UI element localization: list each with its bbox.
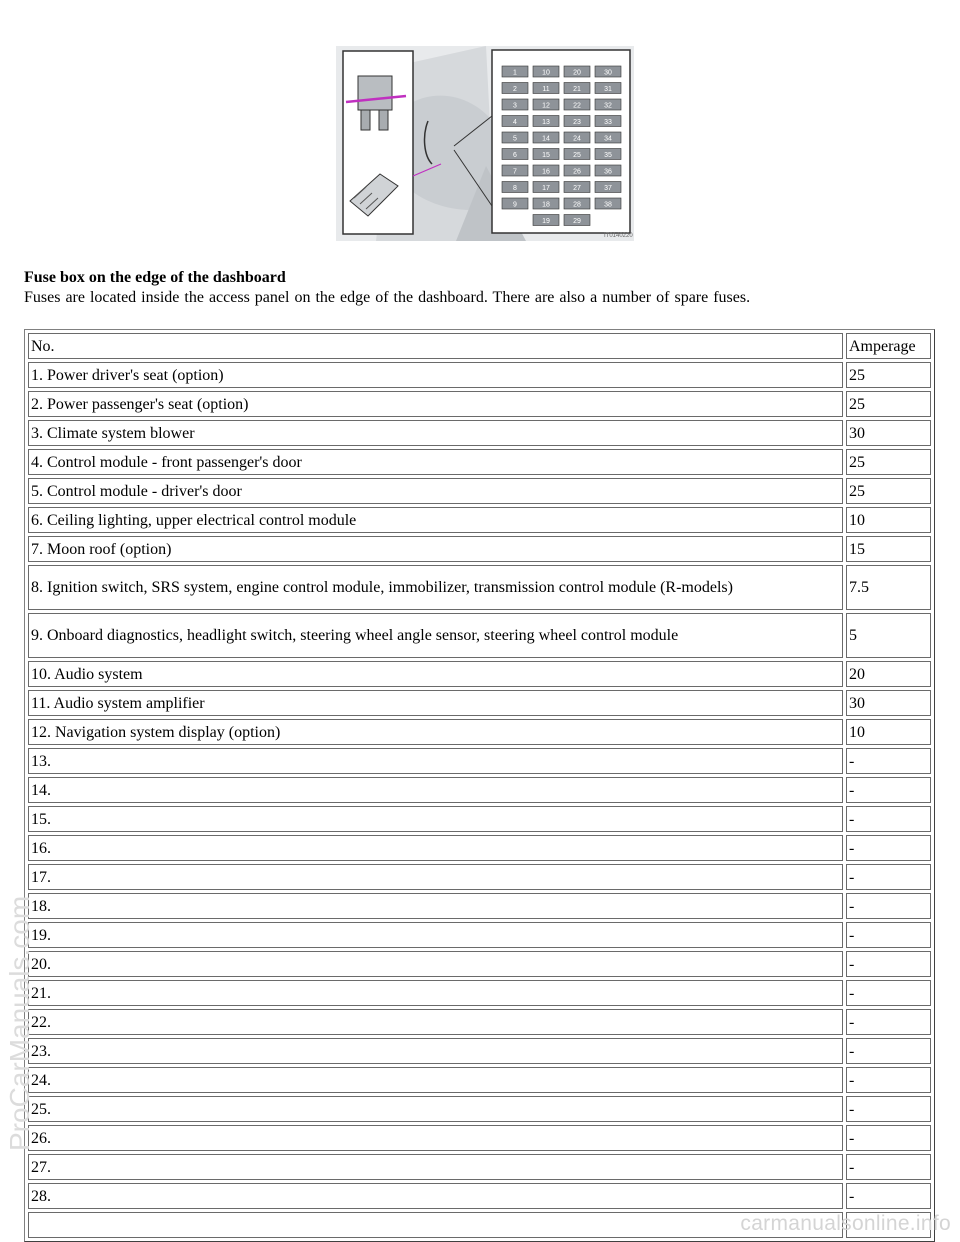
fuse-amperage: 25 xyxy=(846,391,931,417)
fuse-slot xyxy=(533,149,559,160)
table-row xyxy=(28,690,931,716)
fuse-description: 3. Climate system blower xyxy=(28,420,843,446)
fuse-amperage: - xyxy=(846,922,931,948)
fuse-slot-label: 11 xyxy=(542,86,550,93)
fuse-amperage: 20 xyxy=(846,661,931,687)
fuse-slot xyxy=(595,83,621,94)
fuse-slot-label: 15 xyxy=(542,152,550,159)
fuse-slot-label: 22 xyxy=(573,102,581,110)
table-row xyxy=(28,507,931,533)
table-row xyxy=(28,1096,931,1122)
fuse-slot xyxy=(533,83,559,94)
fuse-slot xyxy=(502,198,528,209)
fuse-slot-label: 34 xyxy=(604,135,612,143)
fuse-amperage: - xyxy=(846,835,931,861)
fuse-amperage: 7.5 xyxy=(846,565,931,610)
fuse-amperage: - xyxy=(846,1009,931,1035)
fuse-description: 26. xyxy=(28,1125,843,1151)
fuse-slot xyxy=(533,198,559,209)
fuse-amperage: - xyxy=(846,1125,931,1151)
side-watermark: ProCarManuals.com xyxy=(4,895,35,1151)
fuse-slot-label: 36 xyxy=(604,168,612,176)
fuse-description: 2. Power passenger's seat (option) xyxy=(28,391,843,417)
fuse-slot-label: 4 xyxy=(513,119,517,126)
fuse-box-illustration xyxy=(336,46,634,241)
fuse-slot xyxy=(502,165,528,176)
fuse-amperage: - xyxy=(846,806,931,832)
fuse-slot-label: 27 xyxy=(573,185,581,192)
fuse-amperage: - xyxy=(846,1154,931,1180)
fuse-slot-label: 8 xyxy=(513,185,517,192)
fuse-slot-label: 6 xyxy=(513,152,517,159)
fuse-amperage: 10 xyxy=(846,507,931,533)
fuse-slot xyxy=(502,83,528,94)
table-row xyxy=(28,893,931,919)
fuse-amperage: 15 xyxy=(846,536,931,562)
fuse-slot-label: 25 xyxy=(573,152,581,159)
fuse-slot-label: 5 xyxy=(513,135,517,143)
table-row xyxy=(28,922,931,948)
fuse-slot xyxy=(502,182,528,193)
fuse-description: 21. xyxy=(28,980,843,1006)
fuse-slot-label: 3 xyxy=(513,102,517,110)
fuse-slot xyxy=(595,182,621,193)
fuse-description: 4. Control module - front passenger's door xyxy=(28,449,843,475)
fuse-description: 10. Audio system xyxy=(28,661,843,687)
fuse-slot xyxy=(502,116,528,127)
table-row xyxy=(28,1154,931,1180)
fuse-slot xyxy=(502,66,528,77)
fuse-amperage: - xyxy=(846,1183,931,1209)
fuse-description: 16. xyxy=(28,835,843,861)
fuse-slot-label: 21 xyxy=(573,86,581,93)
fuse-description xyxy=(28,1212,843,1238)
fuse-slot-label: 2 xyxy=(513,86,517,93)
fuse-description: 20. xyxy=(28,951,843,977)
table-row xyxy=(28,980,931,1006)
table-row xyxy=(28,806,931,832)
fuse-amperage: - xyxy=(846,864,931,890)
fuse-slot xyxy=(595,66,621,77)
fuse-slot xyxy=(533,116,559,127)
fuse-amperage: 25 xyxy=(846,362,931,388)
fuse-slot xyxy=(564,83,590,94)
fuse-amperage: - xyxy=(846,748,931,774)
fuse-description: 17. xyxy=(28,864,843,890)
fuse-description: 6. Ceiling lighting, upper electrical control module xyxy=(28,507,843,533)
fuse-description: 23. xyxy=(28,1038,843,1064)
fuse-slot-label: 10 xyxy=(542,69,550,77)
fuse-slot-label: 17 xyxy=(542,185,550,192)
fuse-slot-label: 28 xyxy=(573,201,581,209)
fuse-slot xyxy=(564,99,590,110)
fuse-slot xyxy=(533,66,559,77)
fuse-amperage: - xyxy=(846,1096,931,1122)
table-row xyxy=(28,661,931,687)
table-row xyxy=(28,864,931,890)
table-row xyxy=(28,449,931,475)
table-row xyxy=(28,951,931,977)
fuse-slot xyxy=(564,215,590,226)
fuse-amperage: 5 xyxy=(846,613,931,658)
table-row xyxy=(28,1009,931,1035)
fuse-slot-label: 24 xyxy=(573,135,581,143)
fuse-description: 9. Onboard diagnostics, headlight switch, steering wheel angle sensor, steering wheel control module xyxy=(28,613,843,658)
fuse-description: 22. xyxy=(28,1009,843,1035)
fuse-description: 14. xyxy=(28,777,843,803)
fuse-amperage: - xyxy=(846,1038,931,1064)
table-row xyxy=(28,1038,931,1064)
fuse-slot-label: 9 xyxy=(513,201,517,209)
table-row xyxy=(28,420,931,446)
table-row xyxy=(28,391,931,417)
fuse-slot xyxy=(564,182,590,193)
fuse-slot-label: 13 xyxy=(542,119,550,126)
fuse-slot xyxy=(595,198,621,209)
fuse-slot xyxy=(502,149,528,160)
fuse-description: 12. Navigation system display (option) xyxy=(28,719,843,745)
fuse-slot-label: 29 xyxy=(573,218,581,225)
table-header-row xyxy=(28,333,931,359)
fuse-slot xyxy=(502,132,528,143)
fuse-slot xyxy=(595,132,621,143)
fuse-slot xyxy=(564,116,590,127)
fuse-amperage: 25 xyxy=(846,449,931,475)
fuse-amperage: - xyxy=(846,893,931,919)
fuse-slot xyxy=(595,149,621,160)
fuse-slot xyxy=(564,149,590,160)
fuse-slot-label: 31 xyxy=(604,86,612,93)
fuse-slot-label: 19 xyxy=(542,218,550,225)
fuse-description: 24. xyxy=(28,1067,843,1093)
fuse-description: 13. xyxy=(28,748,843,774)
section-heading: Fuse box on the edge of the dashboard xyxy=(24,269,286,286)
fuse-slot-label: 32 xyxy=(604,102,612,110)
fuse-amperage: - xyxy=(846,951,931,977)
fuse-slot-label: 14 xyxy=(542,135,550,143)
table-row xyxy=(28,536,931,562)
fuse-amperage: 30 xyxy=(846,420,931,446)
fuse-description: 8. Ignition switch, SRS system, engine control module, immobilizer, transmission control module (R-models) xyxy=(28,565,843,610)
header-amperage: Amperage xyxy=(846,333,931,359)
table-row xyxy=(28,565,931,610)
fuse-amperage: - xyxy=(846,1067,931,1093)
fuse-slot xyxy=(533,132,559,143)
fuse-description: 7. Moon roof (option) xyxy=(28,536,843,562)
section-intro: Fuses are located inside the access panel on the edge of the dashboard. There are also a number of spare fuses. xyxy=(24,289,751,306)
fuse-slot-label: 16 xyxy=(542,168,550,176)
fuse-amperage: 10 xyxy=(846,719,931,745)
fuse-slot-label: 37 xyxy=(604,185,612,192)
table-row xyxy=(28,1183,931,1209)
fuse-slot xyxy=(533,99,559,110)
fuse-description: 19. xyxy=(28,922,843,948)
fuse-box-diagram xyxy=(336,46,634,241)
footer-watermark: carmanualsonline.info xyxy=(740,1212,951,1235)
table-row xyxy=(28,835,931,861)
fuse-slot-label: 1 xyxy=(513,69,517,77)
fuse-slot xyxy=(595,99,621,110)
fuse-slot-label: 33 xyxy=(604,119,612,126)
fuse-slot xyxy=(595,116,621,127)
table-row xyxy=(28,748,931,774)
fuse-slot-label: 12 xyxy=(542,102,550,110)
fuse-description: 15. xyxy=(28,806,843,832)
fuse-description: 5. Control module - driver's door xyxy=(28,478,843,504)
table-row xyxy=(28,719,931,745)
table-row xyxy=(28,1067,931,1093)
fuse-amperage: 30 xyxy=(846,690,931,716)
fuse-slot-label: 7 xyxy=(513,168,517,176)
fuse-slot-label: 38 xyxy=(604,201,612,209)
fuse-description: 18. xyxy=(28,893,843,919)
fuse-slot-label: 23 xyxy=(573,119,581,126)
fuse-description: 1. Power driver's seat (option) xyxy=(28,362,843,388)
fuse-description: 25. xyxy=(28,1096,843,1122)
fuse-slot-label: 35 xyxy=(604,152,612,159)
fuse-slot xyxy=(595,165,621,176)
image-code: IT0140220 xyxy=(604,233,633,239)
fuse-slot xyxy=(502,99,528,110)
fuse-amperage: 25 xyxy=(846,478,931,504)
header-no: No. xyxy=(28,333,843,359)
table-row xyxy=(28,777,931,803)
table-row xyxy=(28,362,931,388)
fuse-slot-label: 18 xyxy=(542,201,550,209)
fuse-table xyxy=(24,329,935,1242)
fuse-slot xyxy=(564,165,590,176)
table-row xyxy=(28,613,931,658)
fuse-slot-label: 30 xyxy=(604,69,612,77)
fuse-description: 27. xyxy=(28,1154,843,1180)
fuse-slot xyxy=(533,215,559,226)
fuse-slot xyxy=(564,132,590,143)
fuse-slot-label: 26 xyxy=(573,168,581,176)
fuse-amperage: - xyxy=(846,777,931,803)
fuse-description: 11. Audio system amplifier xyxy=(28,690,843,716)
fuse-slot xyxy=(533,165,559,176)
table-row xyxy=(28,1125,931,1151)
fuse-slot xyxy=(564,198,590,209)
fuse-amperage: - xyxy=(846,980,931,1006)
fuse-description: 28. xyxy=(28,1183,843,1209)
fuse-slot-label: 20 xyxy=(573,69,581,77)
fuse-slot xyxy=(533,182,559,193)
fuse-slot xyxy=(564,66,590,77)
table-row xyxy=(28,478,931,504)
